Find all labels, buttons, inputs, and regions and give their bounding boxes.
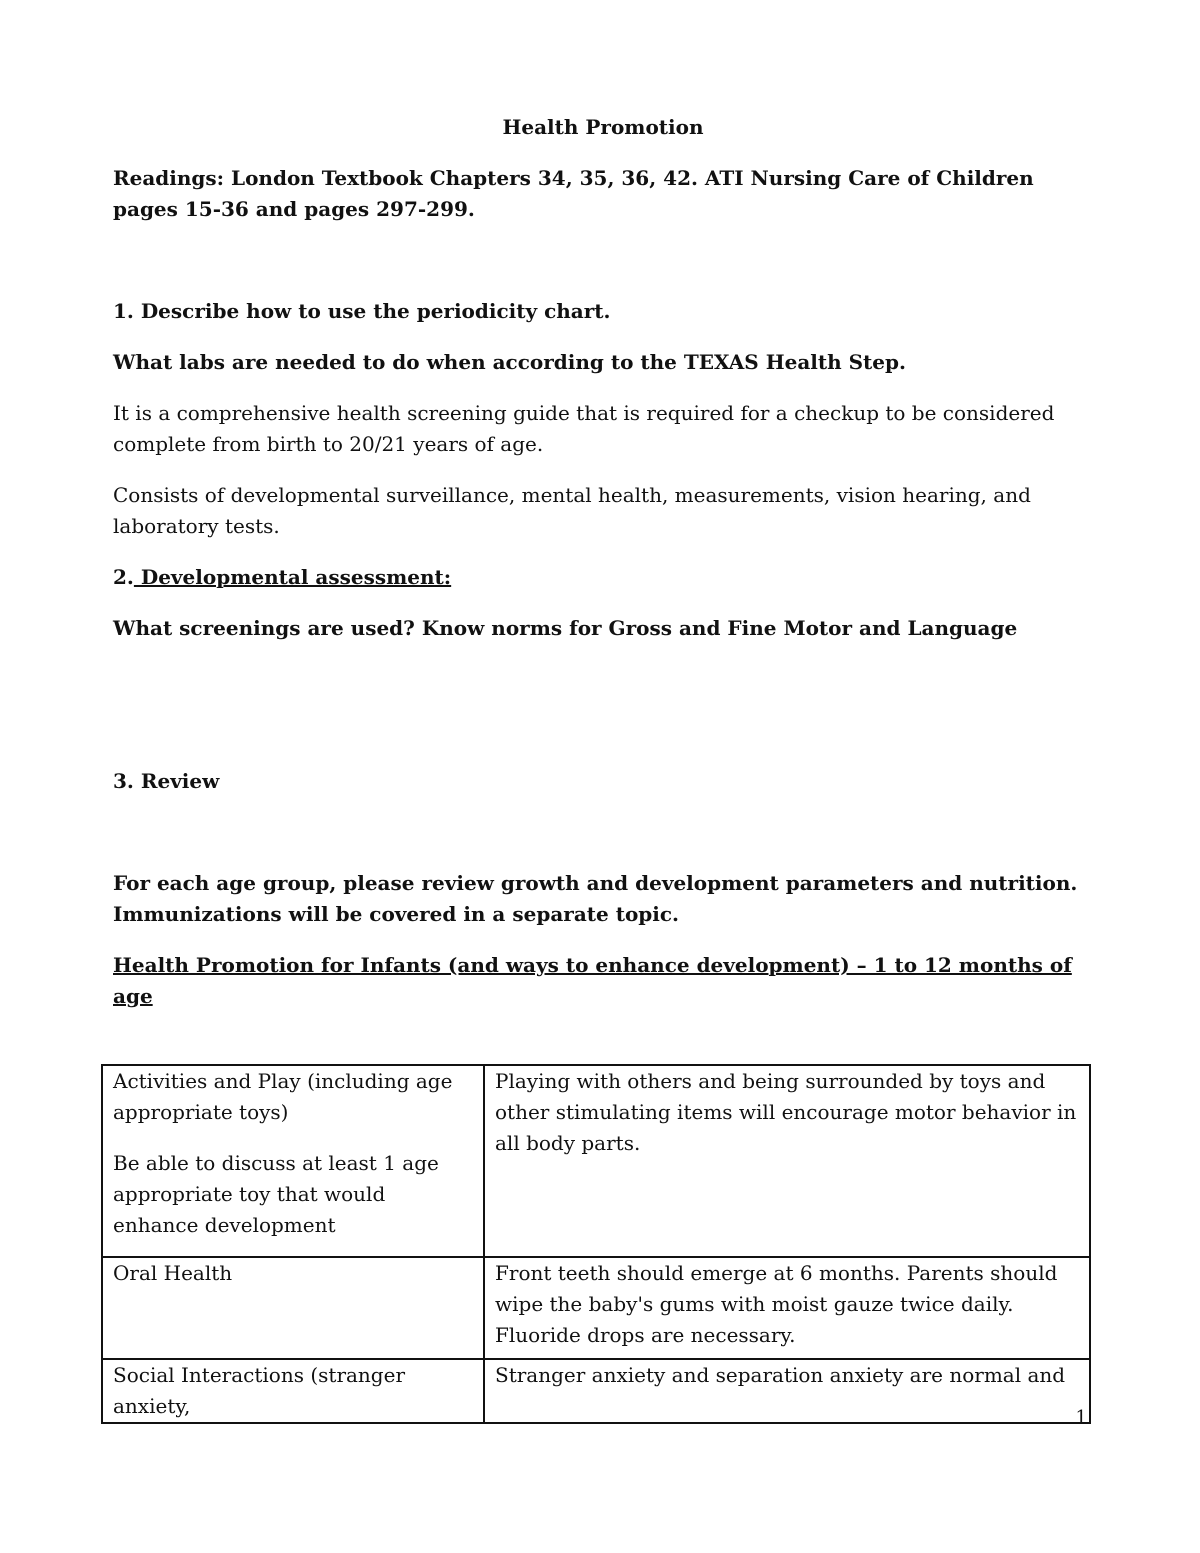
question-2-title: Developmental assessment: xyxy=(133,565,452,589)
table-cell-label xyxy=(102,1359,484,1423)
table-cell-value xyxy=(484,1257,1090,1359)
question-1-answer-2: Consists of developmental surveillance, mental health, measurements, vision hearing, and laboratory tests. xyxy=(113,483,1031,538)
row-label: Activities and Play (including age appropriate toys) xyxy=(113,1069,453,1124)
table-cell-label xyxy=(102,1257,484,1359)
row-value: Playing with others and being surrounded by toys and other stimulating items will encourage motor behavior in all body parts. xyxy=(495,1069,1077,1155)
question-3-heading: 3. Review xyxy=(113,769,220,793)
row-value: Front teeth should emerge at 6 months. Parents should wipe the baby's gums with moist gauze twice daily. Fluoride drops are necessary. xyxy=(495,1261,1058,1347)
infant-health-table xyxy=(101,1064,1091,1424)
row-label: Oral Health xyxy=(113,1261,233,1285)
readings-line: Readings: London Textbook Chapters 34, 35, 36, 42. ATI Nursing Care of Children pages 15-36 and pages 297-299. xyxy=(113,166,1034,221)
table-row xyxy=(102,1257,1090,1359)
spacer xyxy=(113,1032,1093,1064)
table-row xyxy=(102,1359,1090,1423)
spacer xyxy=(113,245,1093,296)
table-cell-label xyxy=(102,1065,484,1257)
question-1-subheading: What labs are needed to do when according to the TEXAS Health Step. xyxy=(113,350,906,374)
review-instructions: For each age group, please review growth and development parameters and nutrition. Immunizations will be covered in a separate topic. xyxy=(113,871,1078,926)
question-1-answer-1: It is a comprehensive health screening guide that is required for a checkup to be considered complete from birth to 20/21 years of age. xyxy=(113,401,1055,456)
question-2-heading xyxy=(113,562,1093,593)
row-label: Social Interactions (stranger anxiety, xyxy=(113,1363,406,1418)
row-value: Stranger anxiety and separation anxiety are normal and xyxy=(495,1363,1066,1387)
row-label-note: Be able to discuss at least 1 age appropriate toy that would enhance development xyxy=(113,1151,439,1237)
document-body xyxy=(113,112,1093,1424)
table-cell-value xyxy=(484,1359,1090,1423)
page-number: 1 xyxy=(1075,1407,1087,1428)
question-2-subheading: What screenings are used? Know norms for Gross and Fine Motor and Language xyxy=(113,616,1018,640)
document-title: Health Promotion xyxy=(502,115,704,139)
spacer xyxy=(113,664,1093,766)
infant-section-heading: Health Promotion for Infants (and ways to enhance development) – 1 to 12 months of age xyxy=(113,953,1072,1008)
spacer xyxy=(113,817,1093,868)
table-cell-value xyxy=(484,1065,1090,1257)
table-row xyxy=(102,1065,1090,1257)
question-2-number: 2. xyxy=(113,565,134,589)
question-1-heading: 1. Describe how to use the periodicity chart. xyxy=(113,299,611,323)
